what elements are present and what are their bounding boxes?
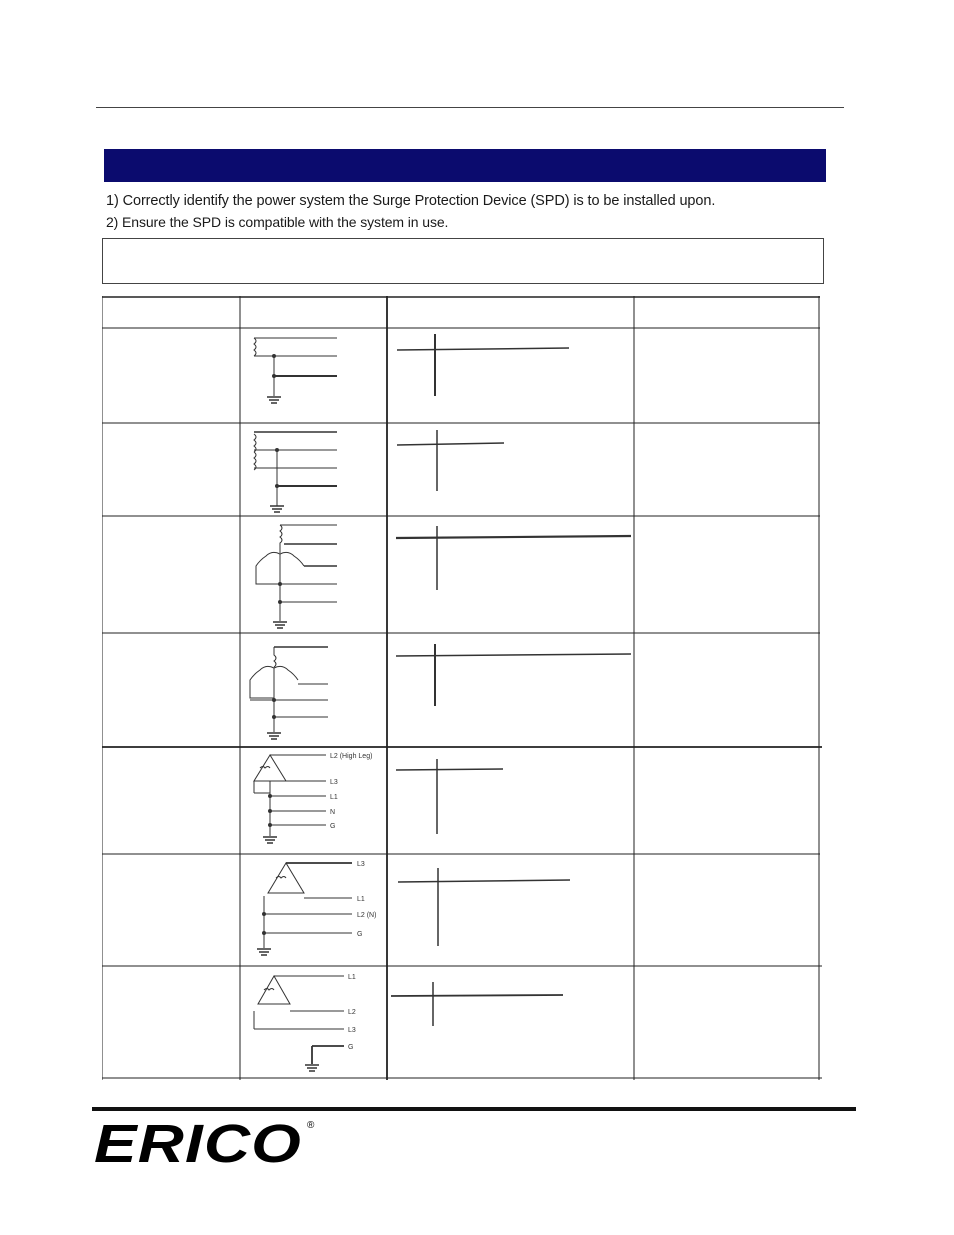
instruction-step-1: 1) Correctly identify the power system the Surge Protection Device (SPD) is to be installed upon. <box>106 193 716 209</box>
erico-logo <box>92 1118 322 1168</box>
schematic-row-7 <box>254 976 344 1064</box>
wire-label-row7-l2: L2 <box>348 1009 356 1016</box>
wire-label-row6-l2: L2 (N) <box>357 912 377 919</box>
section-banner <box>104 149 826 182</box>
schematic-row-1 <box>254 338 337 396</box>
connection-row-1 <box>397 334 569 396</box>
connection-row-4 <box>396 644 631 706</box>
wire-label-l2-high-leg: L2 (High Leg) <box>330 753 373 760</box>
ground-symbol-row-7 <box>305 1065 319 1071</box>
power-system-table <box>102 296 822 1080</box>
schematic-row-6 <box>263 863 353 948</box>
note-box <box>102 238 824 284</box>
header-rule <box>96 107 844 108</box>
connection-row-6 <box>398 868 570 946</box>
connection-row-7 <box>391 982 563 1026</box>
ground-symbol-row-3 <box>273 622 287 628</box>
wire-label-row6-l3: L3 <box>357 861 365 868</box>
ground-symbol-row-4 <box>267 733 281 739</box>
wire-label-row7-l1: L1 <box>348 974 356 981</box>
footer-rule <box>92 1107 856 1111</box>
ground-symbol-row-1 <box>267 397 281 403</box>
wire-label-row6-l1: L1 <box>357 896 365 903</box>
ground-symbol-row-5 <box>263 837 277 843</box>
connection-row-5 <box>396 759 503 834</box>
schematic-row-4 <box>250 647 328 732</box>
ground-symbol-row-2 <box>270 506 284 512</box>
wire-label-row7-g: G <box>348 1044 354 1051</box>
wire-label-g: G <box>330 823 336 830</box>
ground-symbol-row-6 <box>257 949 271 955</box>
logo-wordmark: ERICO <box>94 1118 302 1168</box>
schematic-row-3 <box>256 525 337 621</box>
wire-label-row6-g: G <box>357 931 363 938</box>
schematic-row-5 <box>254 755 326 836</box>
connection-row-3 <box>396 526 631 590</box>
connection-row-2 <box>397 430 504 491</box>
wire-label-row7-l3: L3 <box>348 1027 356 1034</box>
wire-label-l3: L3 <box>330 779 338 786</box>
wire-label-l1: L1 <box>330 794 338 801</box>
instruction-step-2: 2) Ensure the SPD is compatible with the system in use. <box>106 214 449 230</box>
registered-mark: ® <box>307 1120 315 1131</box>
schematic-row-2 <box>254 432 337 506</box>
table-grid <box>102 296 822 1080</box>
wire-label-n: N <box>330 809 336 816</box>
